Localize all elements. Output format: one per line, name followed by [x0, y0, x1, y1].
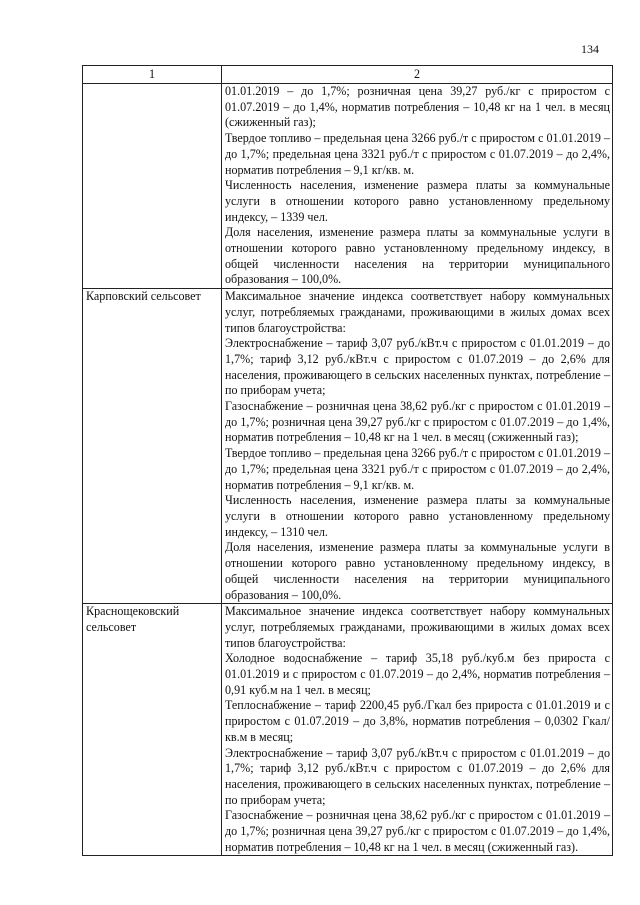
table-header-row: [83, 66, 613, 84]
paragraph: Численность населения, изменение размера платы за коммунальные услуги в отношении которого равно установленному предельному индексу, – 1339 чел.: [225, 178, 610, 224]
page-number: 134: [581, 42, 599, 56]
table-row: [83, 84, 613, 289]
paragraph: Численность населения, изменение размера платы за коммунальные услуги в отношении которого равно установленному предельному индексу, – 1310 чел.: [225, 493, 610, 539]
description-cell: [222, 84, 613, 289]
description-cell: [222, 604, 613, 856]
column-header-1: 1: [83, 66, 222, 84]
paragraph: Теплоснабжение – тариф 2200,45 руб./Гкал без прироста с 01.01.2019 и с приростом с 01.07.2019 – до 3,8%, норматив потребления – 0,0302 Гкал/кв.м в месяц;: [225, 698, 610, 744]
description-cell: [222, 289, 613, 604]
paragraph: Твердое топливо – предельная цена 3266 руб./т с приростом с 01.01.2019 – до 1,7%; предельная цена 3321 руб./т с приростом с 01.07.2019 – до 2,4%, норматив потребления – 9,1 кг/кв. м.: [225, 446, 610, 492]
column-header-2: 2: [222, 66, 613, 84]
paragraph: Твердое топливо – предельная цена 3266 руб./т с приростом с 01.01.2019 – до 1,7%; предельная цена 3321 руб./т с приростом с 01.07.2019 – до 2,4%, норматив потребления – 9,1 кг/кв. м.: [225, 131, 610, 177]
municipality-cell: [83, 84, 222, 289]
municipality-cell: Карповский сельсовет: [83, 289, 222, 604]
table-row: [83, 604, 613, 856]
paragraph: Доля населения, изменение размера платы за коммунальные услуги в отношении которого равно установленному предельному индексу, в общей численности населения на территории муниципального образования – 100,0%.: [225, 540, 610, 602]
paragraph: Доля населения, изменение размера платы за коммунальные услуги в отношении которого равно установленному предельному индексу, в общей численности населения на территории муниципального образования – 100,0%.: [225, 225, 610, 287]
paragraph: Газоснабжение – розничная цена 38,62 руб./кг с приростом с 01.01.2019 – до 1,7%; розничная цена 39,27 руб./кг с приростом с 01.07.2019 – до 1,4%, норматив потребления – 10,48 кг на 1 чел. в месяц (сжиженный газ);: [225, 399, 610, 445]
paragraph: Электроснабжение – тариф 3,07 руб./кВт.ч с приростом с 01.01.2019 – до 1,7%; тариф 3,12 руб./кВт.ч с приростом с 01.07.2019 – до 2,6% для населения, проживающего в сельских населенных пунктах, потребление – по приборам учета;: [225, 336, 610, 398]
paragraph: Электроснабжение – тариф 3,07 руб./кВт.ч с приростом с 01.01.2019 – до 1,7%; тариф 3,12 руб./кВт.ч с приростом с 01.07.2019 – до 2,6% для населения, проживающего в сельских населенных пунктах, потребление – по приборам учета;: [225, 745, 610, 807]
paragraph: Максимальное значение индекса соответствует набору коммунальных услуг, потребляемых гражданами, проживающими в жилых домах всех типов благоустройства:: [225, 289, 610, 335]
paragraph: 01.01.2019 – до 1,7%; розничная цена 39,27 руб./кг с приростом с 01.07.2019 – до 1,4%, норматив потребления – 10,48 кг на 1 чел. в месяц (сжиженный газ);: [225, 84, 610, 130]
table-row: [83, 289, 613, 604]
municipality-cell: Краснощековский сельсовет: [83, 604, 222, 856]
paragraph: Максимальное значение индекса соответствует набору коммунальных услуг, потребляемых гражданами, проживающими в жилых домах всех типов благоустройства:: [225, 604, 610, 650]
indices-table: [82, 65, 613, 856]
paragraph: Газоснабжение – розничная цена 38,62 руб./кг с приростом с 01.01.2019 – до 1,7%; розничная цена 39,27 руб./кг с приростом с 01.07.2019 – до 1,4%, норматив потребления – 10,48 кг на 1 чел. в месяц (сжиженный газ).: [225, 808, 610, 854]
paragraph: Холодное водоснабжение – тариф 35,18 руб./куб.м без прироста с 01.01.2019 и с приростом с 01.07.2019 – до 2,4%, норматив потребления – 0,91 куб.м на 1 чел. в месяц;: [225, 651, 610, 697]
